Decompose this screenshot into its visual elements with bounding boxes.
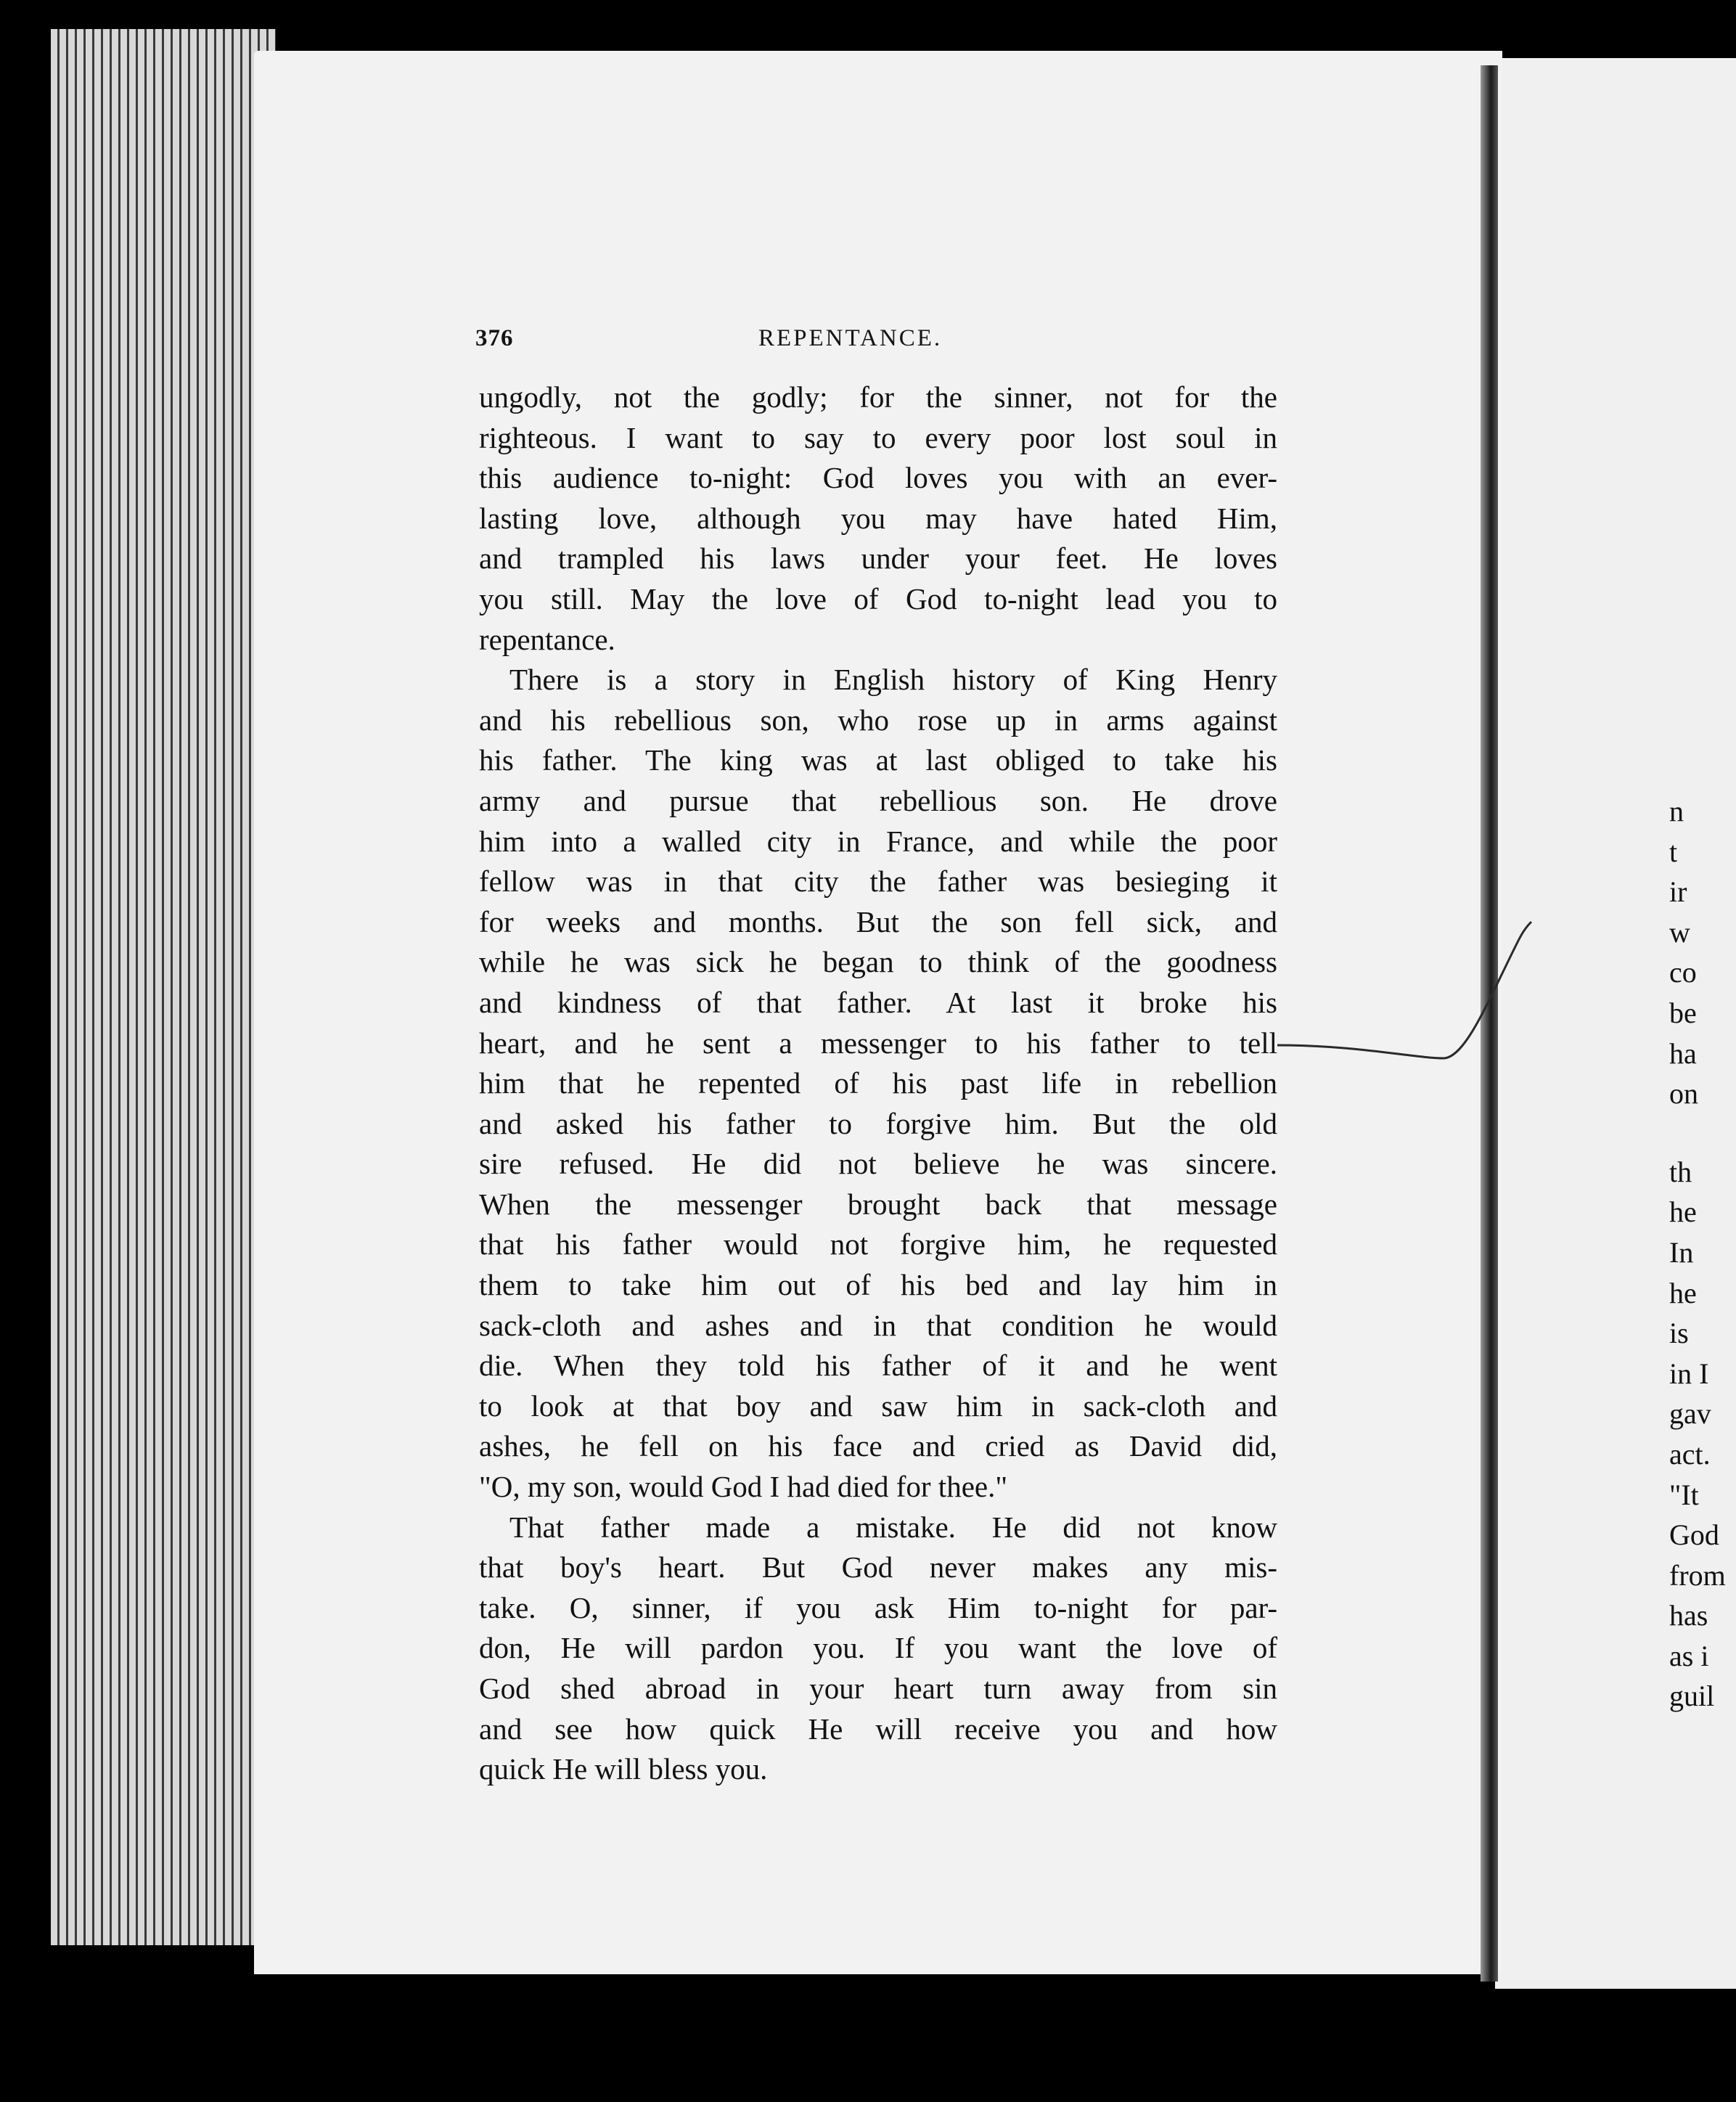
paragraph-king-henry: [479, 660, 1277, 1507]
text-line: sack-cloth and ashes and in that condition he would: [479, 1308, 1277, 1342]
text-line: heart, and he sent a messenger to his father to tell: [479, 1026, 1277, 1060]
facing-page-fragment: God: [1669, 1518, 1719, 1552]
facing-page-fragment: "It: [1669, 1478, 1699, 1511]
text-line: his father. The king was at last obliged to take his: [479, 743, 1277, 777]
text-line: God shed abroad in your heart turn away from sin: [479, 1672, 1277, 1705]
text-line: repentance.: [479, 622, 615, 656]
facing-page-fragment: w: [1669, 915, 1690, 949]
text-line: ungodly, not the godly; for the sinner, not for the: [479, 380, 1277, 414]
facing-page-fragment: he: [1669, 1195, 1697, 1229]
facing-page-fragment: ir: [1669, 875, 1687, 909]
text-line: There is a story in English history of King Henry: [509, 663, 1277, 697]
facing-page-fragment: be: [1669, 996, 1697, 1029]
body-text: [479, 377, 1277, 1790]
running-head-title: REPENTANCE.: [758, 325, 943, 351]
text-line: to look at that boy and saw him in sack-cloth and: [479, 1389, 1277, 1423]
text-line: quick He will bless you.: [479, 1752, 768, 1786]
text-line: "O, my son, would God I had died for thee.": [479, 1470, 1008, 1504]
text-line: him that he repented of his past life in rebellion: [479, 1066, 1277, 1100]
fragment-gap: [1669, 1114, 1736, 1152]
text-line: and his rebellious son, who rose up in arms against: [479, 703, 1277, 737]
facing-page-fragment: in I: [1669, 1357, 1709, 1390]
text-line: him into a walled city in France, and while the poor: [479, 824, 1277, 858]
facing-page-fragment: guil: [1669, 1680, 1715, 1713]
text-line: that boy's heart. But God never makes any mis-: [479, 1550, 1277, 1584]
facing-page-fragment: gav: [1669, 1397, 1711, 1431]
facing-page-fragment: n: [1669, 795, 1684, 827]
paragraph-conclusion: [479, 1508, 1277, 1790]
text-line: When the messenger brought back that message: [479, 1187, 1277, 1221]
facing-page-fragment: t: [1669, 835, 1678, 868]
page-edges: [51, 29, 276, 1945]
text-line: lasting love, although you may have hated Him,: [479, 501, 1277, 535]
facing-page-fragment: on: [1669, 1077, 1698, 1111]
facing-page-fragment: co: [1669, 956, 1697, 989]
text-line: while he was sick he began to think of the goodness: [479, 945, 1277, 979]
text-line: for weeks and months. But the son fell sick, and: [479, 904, 1277, 938]
text-line: sire refused. He did not believe he was sincere.: [479, 1147, 1277, 1181]
text-line: ashes, he fell on his face and cried as David did,: [479, 1429, 1277, 1463]
facing-page-fragment: is: [1669, 1317, 1689, 1350]
facing-page-fragment: ha: [1669, 1036, 1697, 1070]
text-line: you still. May the love of God to-night lead you to: [479, 581, 1277, 616]
text-line: and trampled his laws under your feet. He loves: [479, 541, 1277, 576]
facing-page-fragment: has: [1669, 1599, 1708, 1632]
text-line: righteous. I want to say to every poor lost soul in: [479, 420, 1277, 454]
facing-page-fragment: act.: [1669, 1437, 1711, 1471]
text-line: die. When they told his father of it and he went: [479, 1349, 1277, 1383]
page-number: 376: [475, 325, 514, 351]
text-line: them to take him out of his bed and lay him in: [479, 1268, 1277, 1302]
facing-page-fragment: In: [1669, 1235, 1694, 1269]
text-line: army and pursue that rebellious son. He drove: [479, 783, 1277, 817]
text-line: this audience to-night: God loves you with an ever-: [479, 461, 1277, 495]
facing-page-text: [1669, 791, 1736, 1717]
facing-page-fragment: th: [1669, 1155, 1692, 1188]
text-line: and kindness of that father. At last it broke his: [479, 985, 1277, 1019]
text-line: That father made a mistake. He did not know: [509, 1510, 1277, 1544]
facing-page-fragment: from: [1669, 1558, 1726, 1592]
text-line: that his father would not forgive him, he requested: [479, 1227, 1277, 1261]
pencil-margin-mark: [1270, 900, 1618, 1118]
facing-page-fragment: he: [1669, 1276, 1697, 1309]
facing-page-fragment: as i: [1669, 1639, 1709, 1672]
text-line: don, He will pardon you. If you want the love of: [479, 1631, 1277, 1665]
text-line: fellow was in that city the father was besieging it: [479, 864, 1277, 899]
text-line: take. O, sinner, if you ask Him to-night for par-: [479, 1590, 1277, 1624]
text-line: and asked his father to forgive him. But the old: [479, 1106, 1277, 1140]
paragraph-continuation: [479, 377, 1277, 660]
text-line: and see how quick He will receive you and how: [479, 1712, 1277, 1746]
